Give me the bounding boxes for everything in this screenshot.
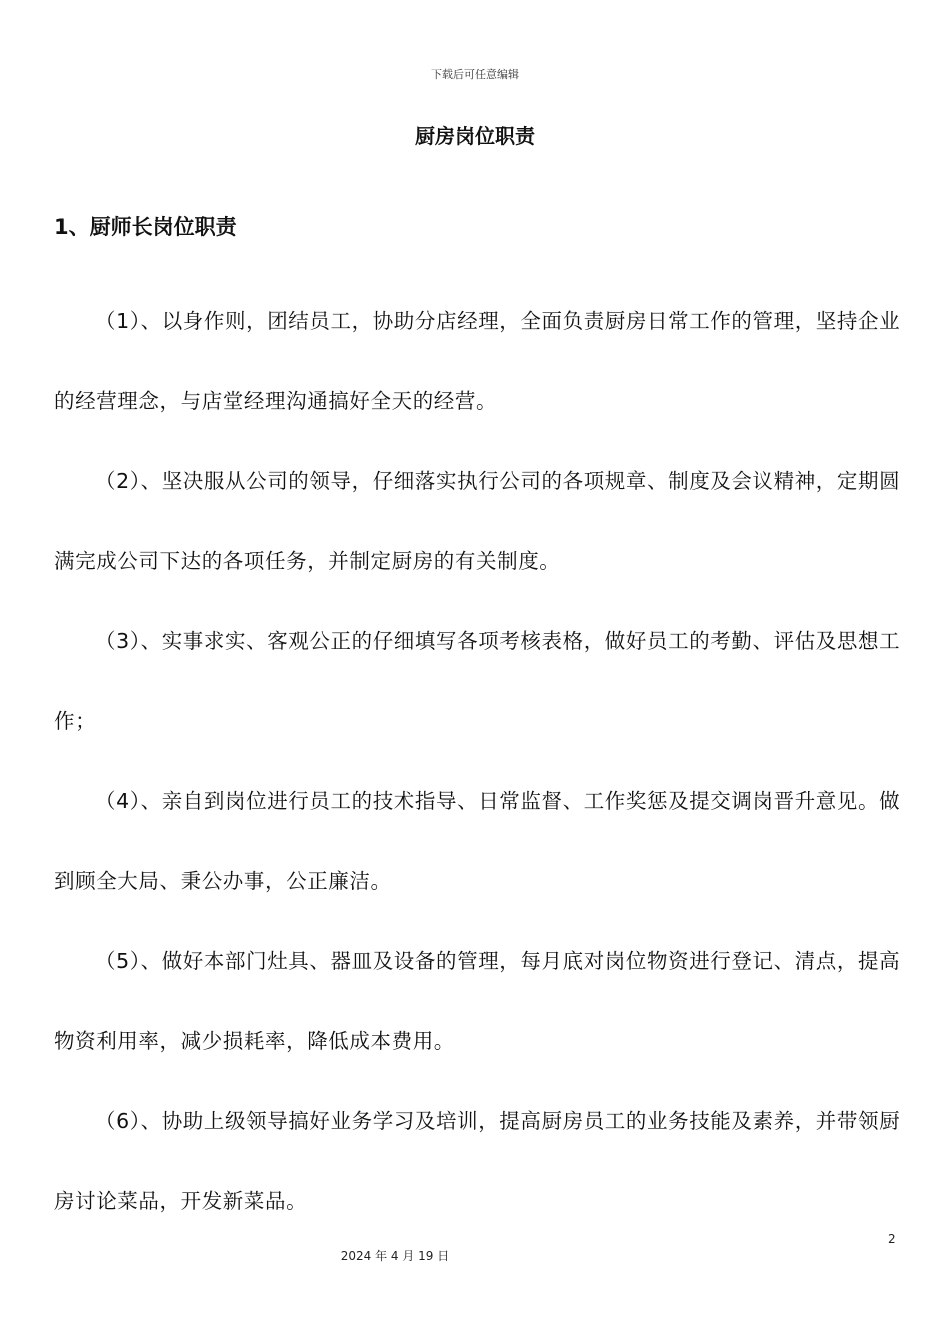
paragraph-1: （1）、以身作则，团结员工，协助分店经理，全面负责厨房日常工作的管理，坚持企业的经营理念，与店堂经理沟通搞好全天的经营。	[54, 309, 901, 413]
footer-date: 2024 年 4 月 19 日	[340, 1249, 450, 1263]
document-body	[54, 281, 914, 1241]
page-number: 2	[888, 1232, 896, 1246]
paragraph-5: （5）、做好本部门灶具、器皿及设备的管理，每月底对岗位物资进行登记、清点，提高物资利用率，减少损耗率，降低成本费用。	[54, 949, 901, 1053]
document-title: 厨房岗位职责	[415, 124, 535, 148]
paragraph-6: （6）、协助上级领导搞好业务学习及培训，提高厨房员工的业务技能及素养，并带领厨房讨论菜品，开发新菜品。	[54, 1109, 901, 1213]
header-note: 下载后可任意编辑	[431, 68, 519, 81]
paragraph-2: （2）、坚决服从公司的领导，仔细落实执行公司的各项规章、制度及会议精神，定期圆满完成公司下达的各项任务，并制定厨房的有关制度。	[54, 469, 901, 573]
paragraph-4: （4）、亲自到岗位进行员工的技术指导、日常监督、工作奖惩及提交调岗晋升意见。做到顾全大局、秉公办事，公正廉洁。	[54, 789, 901, 893]
section-heading: 1、厨师长岗位职责	[54, 215, 237, 239]
paragraph-3: （3）、实事求实、客观公正的仔细填写各项考核表格，做好员工的考勤、评估及思想工作；	[54, 629, 901, 733]
